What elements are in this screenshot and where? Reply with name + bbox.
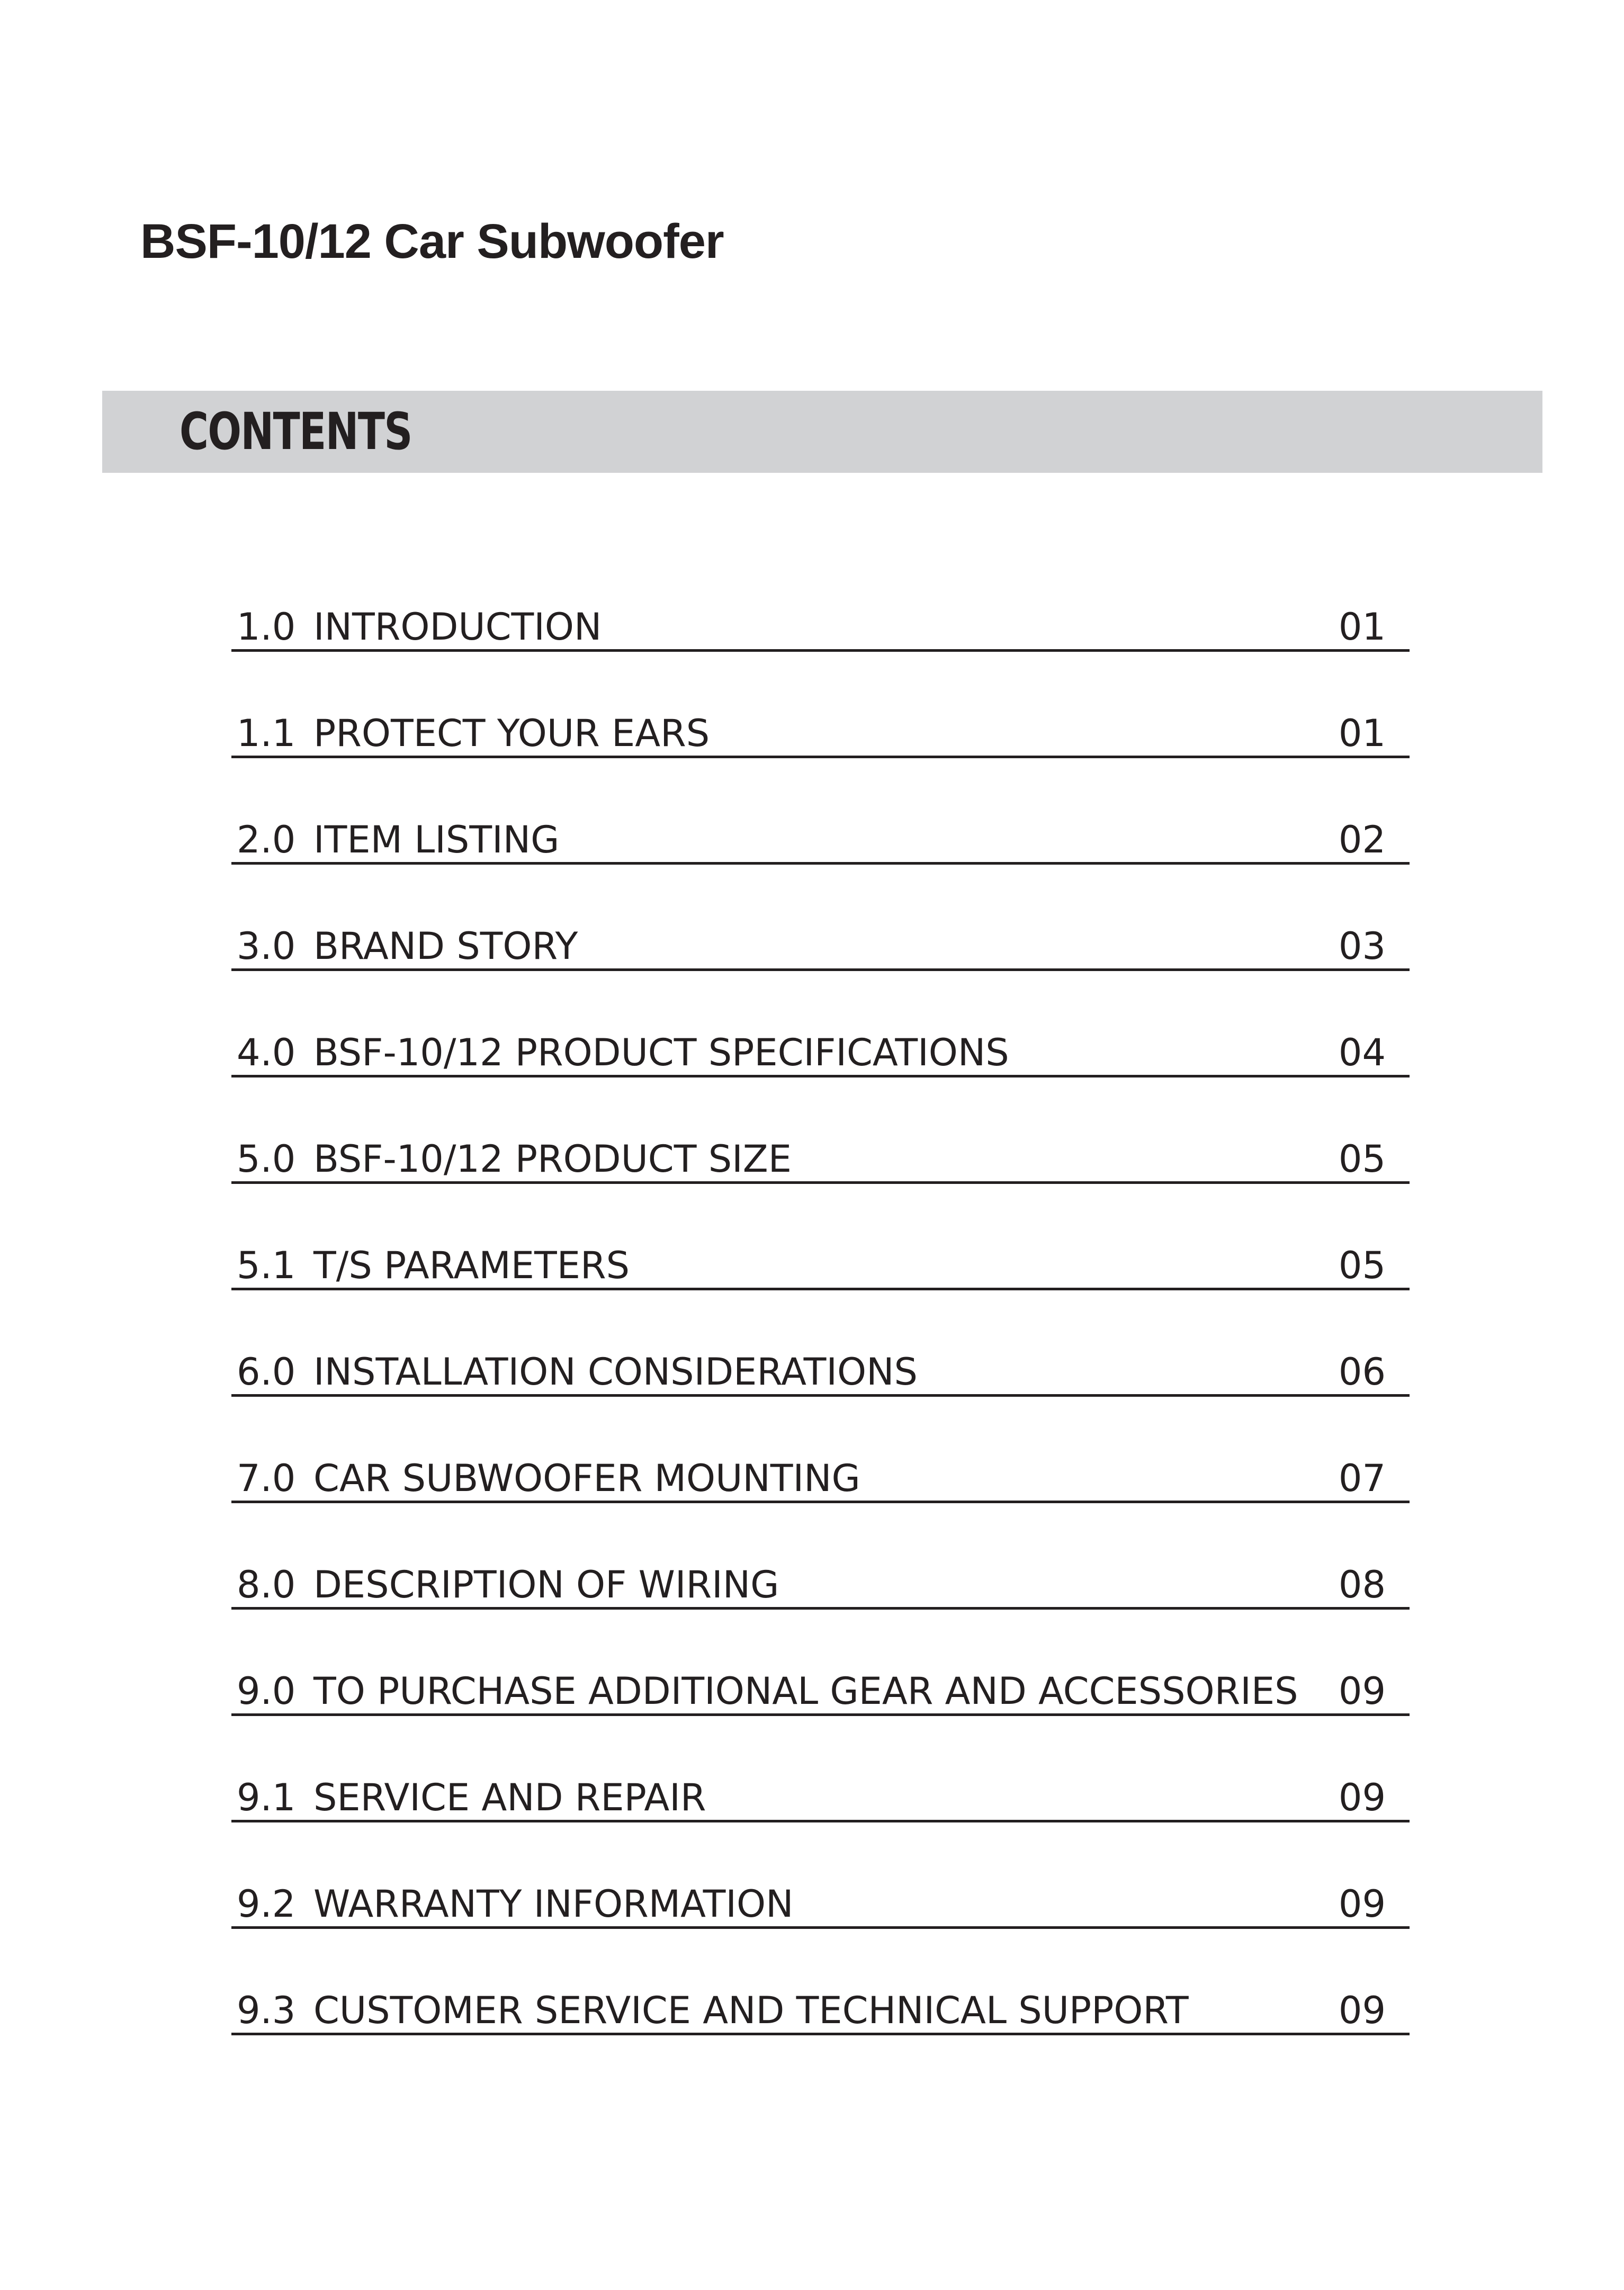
toc-entry-page: 08 (1338, 1563, 1386, 1606)
toc-entry-page: 09 (1338, 1776, 1386, 1819)
toc-entry-label: DESCRIPTION OF WIRING (313, 1563, 779, 1606)
toc-entry-page: 09 (1338, 1669, 1386, 1713)
toc-entry-label: TO PURCHASE ADDITIONAL GEAR AND ACCESSORIES (313, 1669, 1298, 1713)
toc-entry-warranty-information[interactable] (231, 1822, 1410, 1929)
toc-entry-introduction[interactable] (231, 545, 1410, 652)
toc-entry-ts-parameters[interactable] (231, 1184, 1410, 1290)
toc-entry-label: BSF-10/12 PRODUCT SPECIFICATIONS (313, 1031, 1009, 1074)
toc-entry-number: 2.0 (237, 818, 296, 861)
toc-entry-label: PROTECT YOUR EARS (313, 712, 710, 755)
toc-entry-description-of-wiring[interactable] (231, 1503, 1410, 1610)
toc-entry-product-size[interactable] (231, 1077, 1410, 1184)
toc-entry-page: 06 (1338, 1350, 1386, 1394)
toc-entry-number: 5.0 (237, 1137, 296, 1181)
toc-underline (231, 2033, 1410, 2035)
toc-entry-purchase-accessories[interactable] (231, 1610, 1410, 1716)
toc-entry-number: 1.1 (237, 712, 296, 755)
toc-entry-page: 01 (1338, 605, 1386, 649)
toc-entry-subwoofer-mounting[interactable] (231, 1397, 1410, 1503)
toc-entry-label: CAR SUBWOOFER MOUNTING (313, 1457, 860, 1500)
toc-entry-customer-service[interactable] (231, 1929, 1410, 2035)
table-of-contents (231, 545, 1410, 2035)
toc-entry-page: 09 (1338, 1989, 1386, 2032)
toc-entry-number: 9.1 (237, 1776, 296, 1819)
toc-entry-page: 05 (1338, 1137, 1386, 1181)
toc-entry-page: 09 (1338, 1882, 1386, 1926)
contents-header-band (102, 391, 1542, 473)
toc-entry-number: 7.0 (237, 1457, 296, 1500)
toc-entry-number: 9.2 (237, 1882, 296, 1926)
toc-entry-label: ITEM LISTING (313, 818, 560, 861)
toc-entry-label: BSF-10/12 PRODUCT SIZE (313, 1137, 792, 1181)
toc-entry-page: 03 (1338, 924, 1386, 968)
toc-entry-service-and-repair[interactable] (231, 1716, 1410, 1822)
toc-entry-item-listing[interactable] (231, 758, 1410, 865)
toc-entry-label: WARRANTY INFORMATION (313, 1882, 794, 1926)
toc-entry-installation-considerations[interactable] (231, 1290, 1410, 1397)
toc-entry-page: 01 (1338, 712, 1386, 755)
toc-entry-number: 8.0 (237, 1563, 296, 1606)
toc-entry-page: 04 (1338, 1031, 1386, 1074)
toc-entry-label: INSTALLATION CONSIDERATIONS (313, 1350, 918, 1394)
toc-entry-page: 05 (1338, 1244, 1386, 1287)
toc-entry-label: BRAND STORY (313, 924, 578, 968)
toc-entry-brand-story[interactable] (231, 865, 1410, 971)
toc-entry-label: T/S PARAMETERS (313, 1244, 630, 1287)
toc-entry-label: INTRODUCTION (313, 605, 602, 649)
toc-entry-number: 9.0 (237, 1669, 296, 1713)
contents-heading: CONTENTS (180, 402, 412, 461)
toc-entry-page: 07 (1338, 1457, 1386, 1500)
toc-entry-number: 4.0 (237, 1031, 296, 1074)
toc-entry-number: 1.0 (237, 605, 296, 649)
document-title: BSF-10/12 Car Subwoofer (140, 214, 724, 268)
toc-entry-number: 3.0 (237, 924, 296, 968)
toc-entry-number: 5.1 (237, 1244, 296, 1287)
toc-entry-number: 6.0 (237, 1350, 296, 1394)
toc-entry-page: 02 (1338, 818, 1386, 861)
toc-entry-label: CUSTOMER SERVICE AND TECHNICAL SUPPORT (313, 1989, 1189, 2032)
toc-entry-number: 9.3 (237, 1989, 296, 2032)
toc-entry-product-specifications[interactable] (231, 971, 1410, 1077)
toc-entry-label: SERVICE AND REPAIR (313, 1776, 706, 1819)
toc-entry-protect-your-ears[interactable] (231, 652, 1410, 758)
